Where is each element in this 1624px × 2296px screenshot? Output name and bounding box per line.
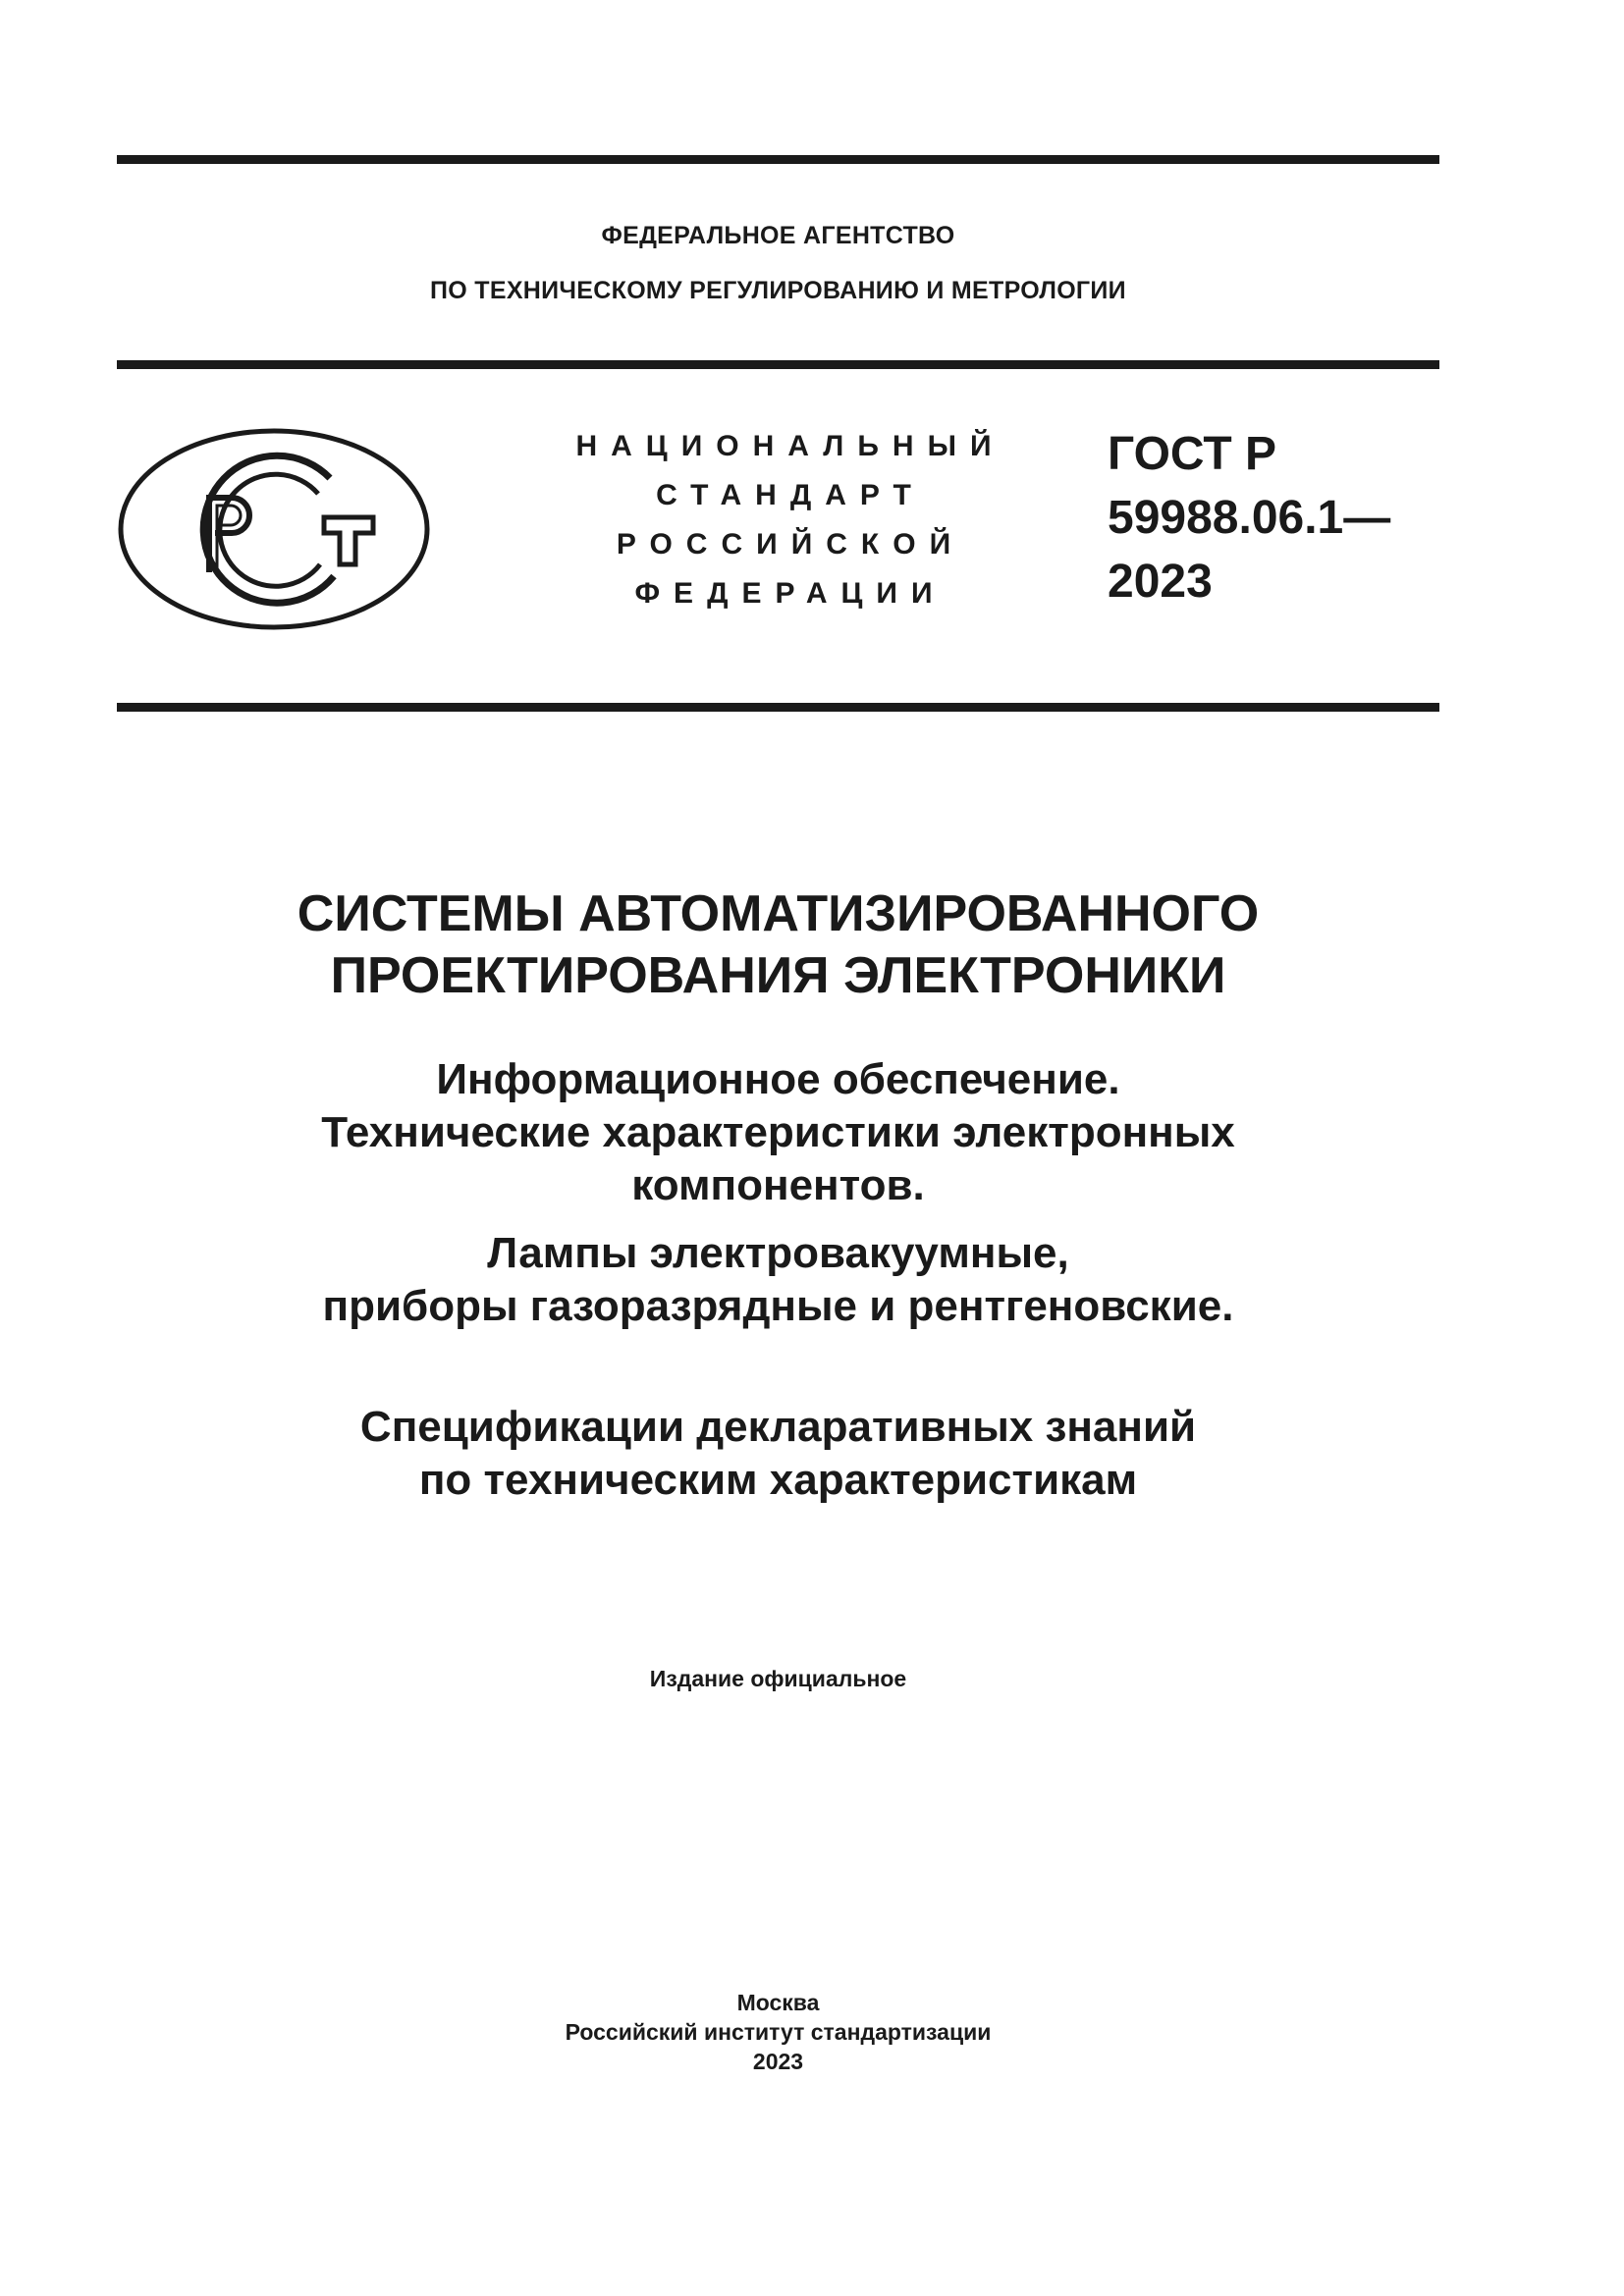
label-line: ФЕДЕРАЦИИ [634,577,947,610]
subtitle-line: приборы газоразрядные и рентгеновские. [322,1282,1234,1330]
subtitle-line: по техническим характеристикам [418,1456,1138,1504]
gost-line: ГОСТ Р [1108,428,1277,480]
label-line: СТАНДАРТ [656,479,925,511]
subtitle-specifications [117,1401,1439,1507]
gost-designation [1108,422,1390,614]
gost-line: 2023 [1108,556,1213,608]
subtitle-line: Информационное обеспечение. [436,1055,1120,1103]
agency-line-2: ПО ТЕХНИЧЕСКОМУ РЕГУЛИРОВАНИЮ И МЕТРОЛОГИИ [430,277,1126,304]
top-rule [117,155,1439,164]
footer-publisher: Российский институт стандартизации [565,2019,992,2045]
header-bottom-rule [117,703,1439,712]
document-title [117,883,1439,1007]
subtitle-information-support [117,1053,1439,1212]
subtitle-line: компонентов. [631,1161,925,1209]
subtitle-line: Спецификации декларативных знаний [359,1403,1197,1451]
footer-year: 2023 [752,2049,804,2074]
rst-certification-mark-icon [116,427,432,631]
label-line: НАЦИОНАЛЬНЫЙ [575,430,1005,462]
title-line: ПРОЕКТИРОВАНИЯ ЭЛЕКТРОНИКИ [330,947,1226,1004]
footer-city: Москва [736,1990,820,2015]
rst-logo [116,427,432,631]
agency-rule [117,360,1439,369]
gost-line: 59988.06.1— [1108,492,1391,544]
label-line: РОССИЙСКОЙ [616,528,965,561]
national-standard-label [530,422,1051,618]
title-line: СИСТЕМЫ АВТОМАТИЗИРОВАННОГО [297,885,1260,942]
subtitle-line: Технические характеристики электронных [321,1108,1235,1156]
agency-line-1: ФЕДЕРАЛЬНОЕ АГЕНТСТВО [601,222,955,249]
edition-label: Издание официальное [649,1666,907,1691]
subtitle-line: Лампы электровакуумные, [487,1229,1069,1277]
subtitle-lamps [117,1227,1439,1333]
